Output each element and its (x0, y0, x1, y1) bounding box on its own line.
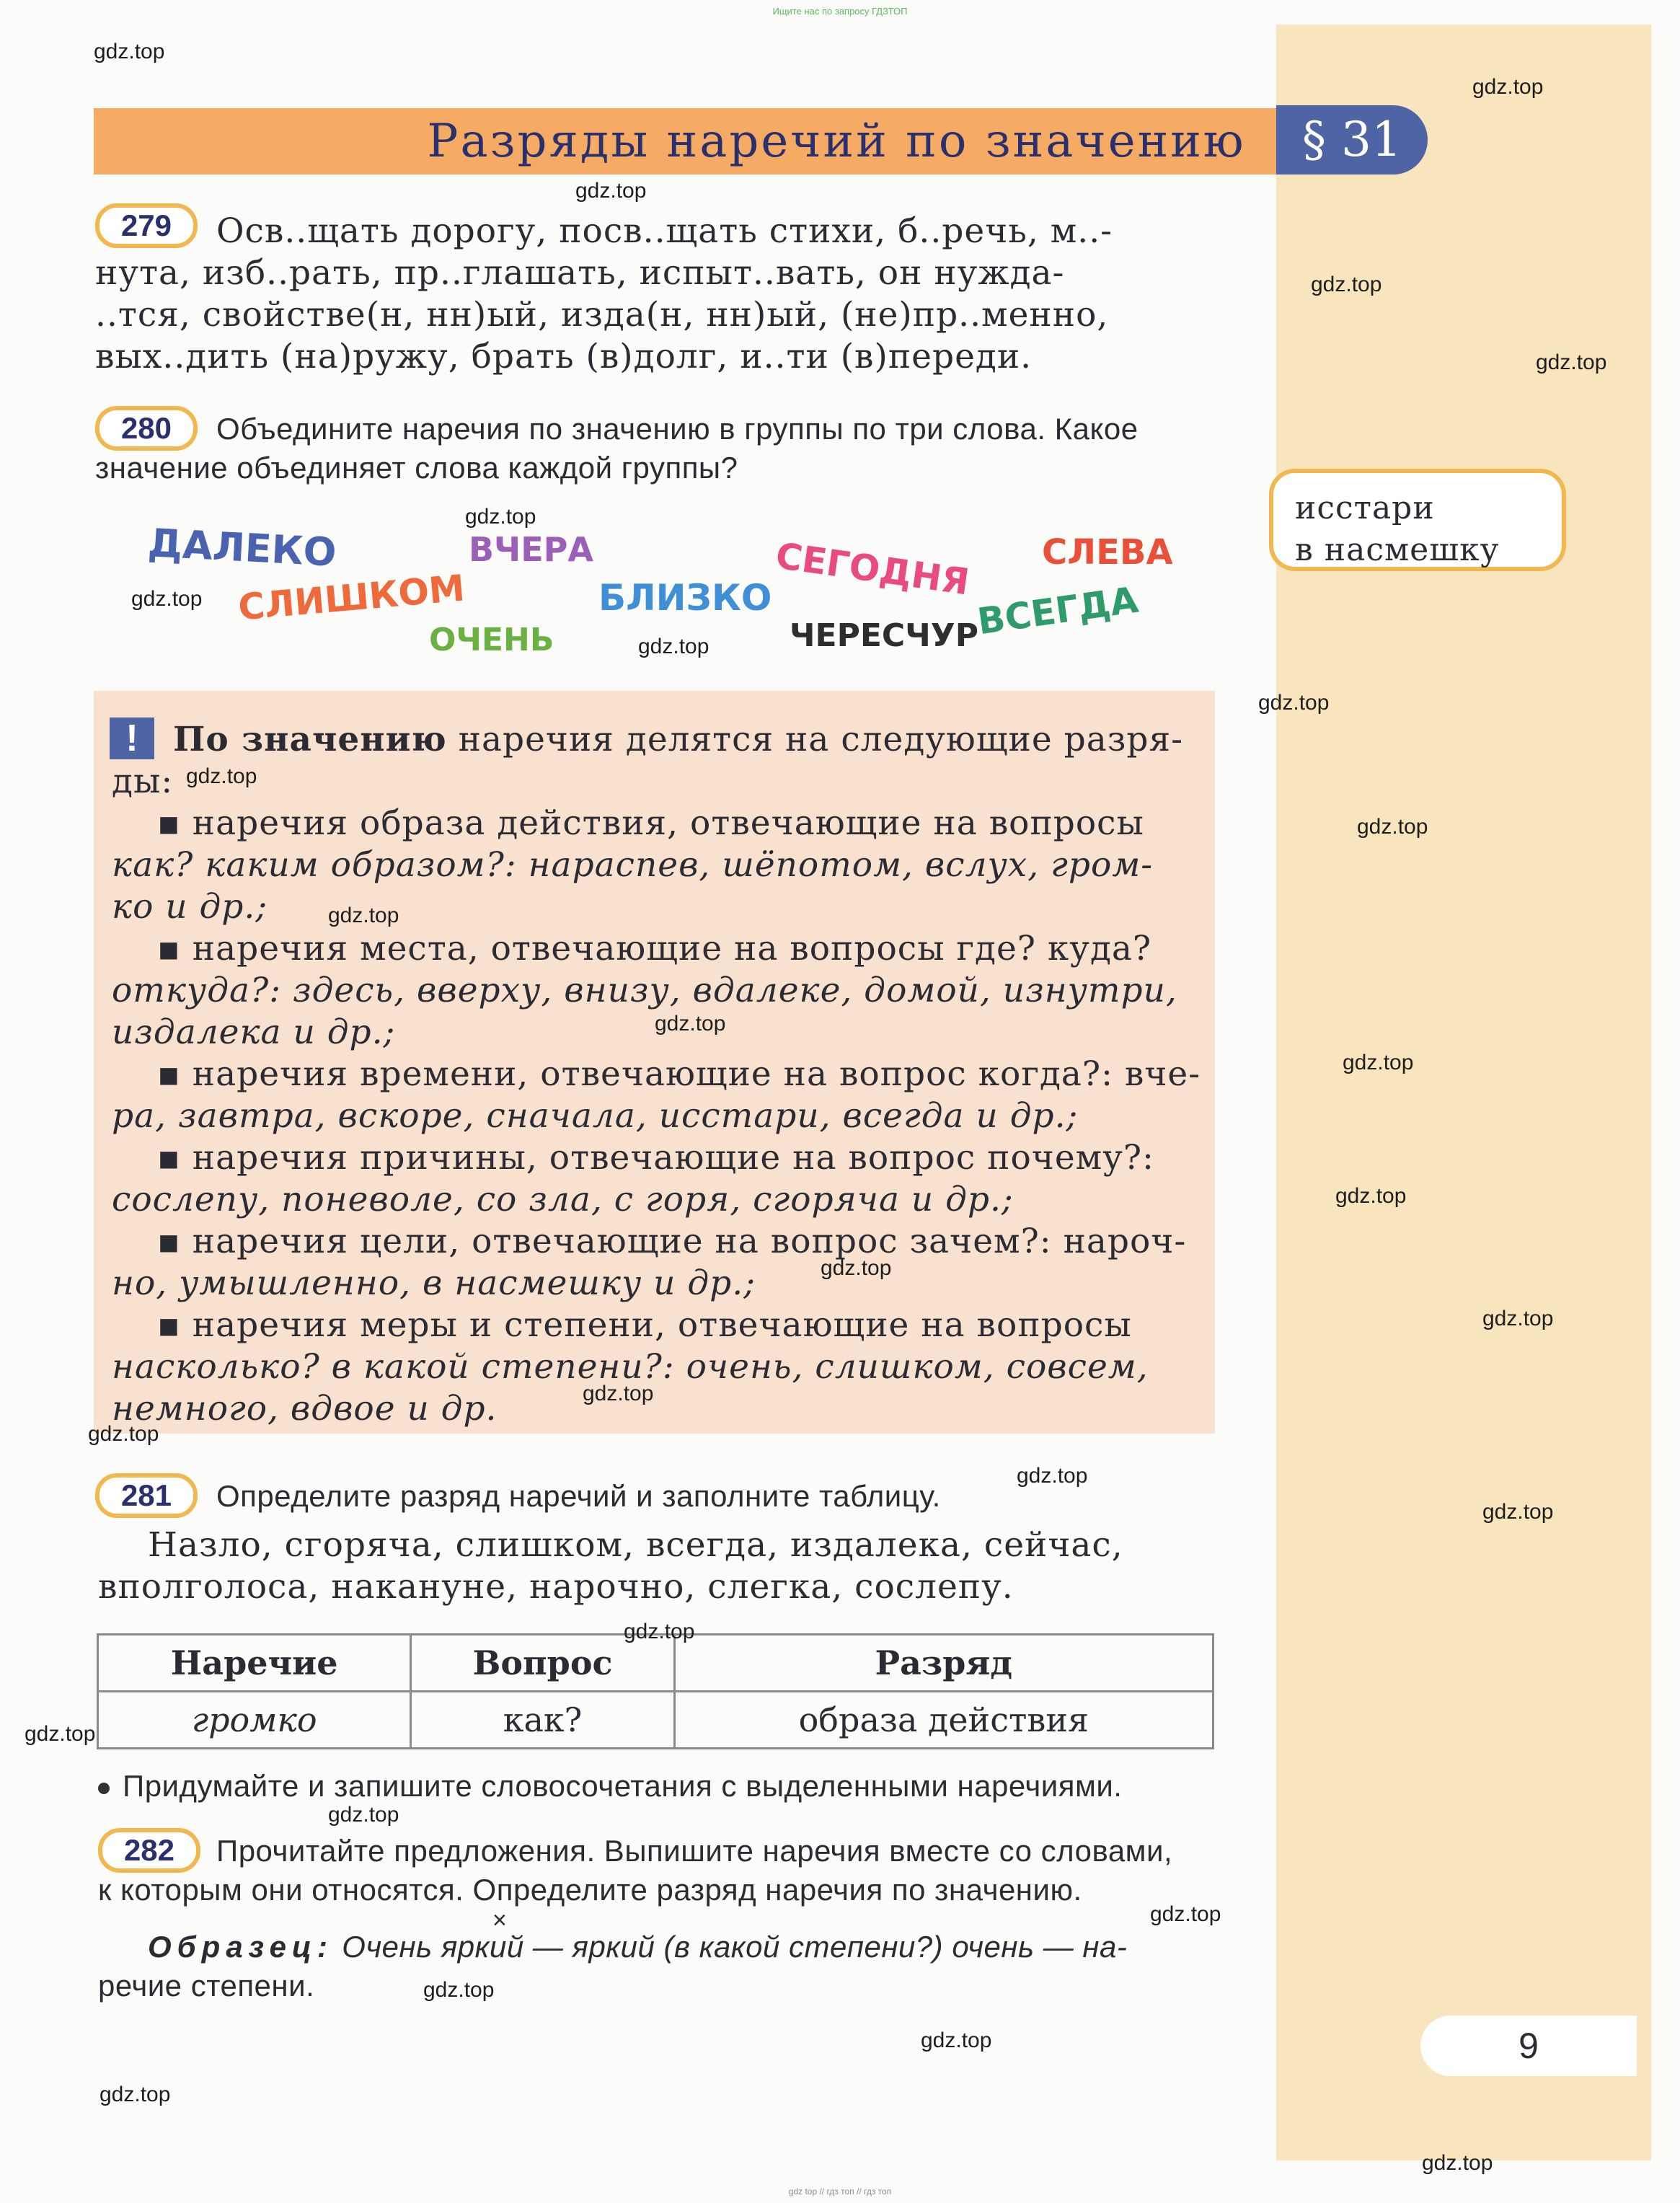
watermark: gdz.top (1017, 1464, 1088, 1488)
ex280-line-1: Объедините наречия по значению в группы по три слова. Какое (216, 412, 1139, 446)
table-header-cell: Вопрос (411, 1635, 674, 1692)
watermark: gdz.top (1258, 691, 1330, 715)
exclamation-icon: ! (110, 718, 154, 759)
rule-line-12: но, умышленно, в насмешку и др.; (112, 1263, 756, 1303)
rule-line-2: как? каким образом?: нараспев, шёпотом, вслух, гром- (112, 845, 1154, 885)
watermark: gdz.top (1482, 1307, 1554, 1330)
ex281-line-1: Назло, сгоряча, слишком, всегда, издалека, сейчас, (148, 1525, 1123, 1565)
watermark: gdz.top (328, 1803, 399, 1827)
sample-text: Очень яркий — яркий (в какой степени?) очень — на- (333, 1930, 1128, 1964)
table-header-cell: Разряд (674, 1635, 1213, 1692)
margin-note-box (1269, 469, 1566, 571)
rule-line-10: сослепу, поневоле, со зла, с горя, сгоряча и др.; (112, 1180, 1014, 1219)
ex282-line-2: к которым они относятся. Определите разряд наречия по значению. (98, 1873, 1082, 1907)
rule-line-9: ▪ наречия причины, отвечающие на вопрос почему?: (157, 1138, 1154, 1178)
page-number: 9 (1420, 2016, 1637, 2076)
watermark: gdz.top (1335, 1184, 1407, 1208)
word-daleko: ДАЛЕКО (146, 520, 338, 575)
exercise-number-280: 280 (95, 406, 198, 451)
word-segodnya: СЕГОДНЯ (773, 534, 972, 604)
table-cell: громко (98, 1692, 411, 1749)
watermark: gdz.top (1536, 350, 1607, 374)
ex279-line-3: ..тся, свойстве(н, нн)ый, изда(н, нн)ый, (не)пр..менно, (95, 295, 1109, 335)
watermark: gdz.top (921, 2028, 992, 2052)
section-badge: § 31 (1276, 105, 1428, 175)
word-blizko: БЛИЗКО (598, 577, 772, 619)
watermark: gdz.top (1150, 1902, 1221, 1926)
rule-line-8: ра, завтра, вскоре, сначала, исстари, всегда и др.; (112, 1096, 1079, 1136)
watermark: gdz.top (1422, 2151, 1493, 2175)
top-note: Ищите нас по запросу ГДЗТОП (772, 6, 908, 17)
table-cell: как? (411, 1692, 674, 1749)
ex281-bullet (98, 1767, 1223, 1806)
adverb-table (97, 1633, 1214, 1749)
watermark: gdz.top (655, 1012, 726, 1036)
ex282-line-1: Прочитайте предложения. Выпишите наречия вместе со словами, (216, 1834, 1173, 1868)
rule-line-15: немного, вдвое и др. (112, 1389, 498, 1429)
ex279-line-1: Осв..щать дорогу, посв..щать стихи, б..речь, м..- (216, 211, 1113, 251)
ex279-line-4: вых..дить (на)ружу, брать (в)долг, и..ти (в)переди. (95, 337, 1033, 376)
ex281-bullet-text: Придумайте и запишите словосочетания с выделенными наречиями. (123, 1769, 1123, 1803)
watermark: gdz.top (624, 1620, 695, 1643)
rule-line-4: ▪ наречия места, отвечающие на вопросы где? куда? (157, 929, 1152, 968)
watermark: gdz.top (423, 1978, 495, 2002)
word-sleva: СЛЕВА (1042, 532, 1173, 573)
watermark: gdz.top (1311, 273, 1382, 296)
rule-line-14: насколько? в какой степени?: очень, слишком, совсем, (112, 1347, 1149, 1387)
rule-line-6: издалека и др.; (112, 1012, 396, 1052)
watermark: gdz.top (638, 635, 709, 658)
exercise-number-281: 281 (95, 1473, 198, 1518)
rule-intro-bold: По значению (173, 720, 447, 759)
word-cherezchur: ЧЕРЕСЧУР (790, 617, 978, 654)
watermark: gdz.top (328, 904, 399, 927)
rule-line-5: откуда?: здесь, вверху, внизу, вдалеке, домой, изнутри, (112, 971, 1177, 1010)
word-vchera: ВЧЕРА (469, 530, 593, 569)
rule-line-3: ко и др.; (112, 887, 268, 927)
margin-strip (1276, 25, 1651, 2160)
note-line-2: в насмешку (1295, 531, 1500, 568)
cross-mark-icon: × (492, 1907, 507, 1934)
page-title: Разряды наречий по значению (427, 115, 1246, 168)
ex282-sample (148, 1928, 1215, 1966)
word-ochen: ОЧЕНЬ (429, 622, 554, 658)
bullet-dot-icon (98, 1783, 110, 1794)
ex282-sample-line2: речие степени. (98, 1969, 315, 2003)
watermark: gdz.top (186, 764, 257, 788)
watermark: gdz.top (575, 179, 647, 203)
word-slishkom: СЛИШКОМ (236, 567, 467, 629)
exercise-number-282: 282 (98, 1828, 200, 1873)
rule-line-11: ▪ наречия цели, отвечающие на вопрос зачем?: нароч- (157, 1222, 1187, 1261)
rule-line-7: ▪ наречия времени, отвечающие на вопрос когда?: вче- (157, 1054, 1201, 1094)
watermark: gdz.top (1482, 1500, 1554, 1524)
watermark: gdz.top (1343, 1051, 1414, 1074)
word-vsegda: ВСЕГДА (975, 578, 1141, 643)
exercise-number-279: 279 (95, 203, 198, 248)
table-cell: образа действия (674, 1692, 1213, 1749)
watermark: gdz.top (88, 1422, 159, 1446)
table-row (98, 1692, 1213, 1749)
rule-intro-line2: ды: (112, 761, 174, 801)
ex281-task: Определите разряд наречий и заполните таблицу. (216, 1479, 941, 1513)
rule-line-13: ▪ наречия меры и степени, отвечающие на вопросы (157, 1305, 1132, 1345)
sample-label: Образец: (148, 1930, 334, 1964)
watermark: gdz.top (465, 505, 536, 529)
table-header-cell: Наречие (98, 1635, 411, 1692)
watermark: gdz.top (1357, 815, 1428, 839)
watermark: gdz.top (94, 40, 165, 63)
ex281-line-2: вполголоса, накануне, нарочно, слегка, сослепу. (98, 1567, 1014, 1607)
watermark: gdz.top (1472, 75, 1544, 99)
bottom-note: gdz top // гдз топ // гдз топ (788, 2186, 892, 2197)
rule-intro (173, 719, 1204, 761)
rule-intro-rest: наречия делятся на следующие разря- (446, 720, 1183, 759)
watermark: gdz.top (100, 2083, 171, 2106)
ex280-line-2: значение объединяет слова каждой группы? (95, 451, 738, 485)
watermark: gdz.top (583, 1382, 654, 1405)
rule-line-1: ▪ наречия образа действия, отвечающие на вопросы (157, 803, 1144, 843)
watermark: gdz.top (821, 1256, 892, 1280)
ex279-line-2: нута, изб..рать, пр..глашать, испыт..вать, он нужда- (95, 253, 1065, 293)
watermark: gdz.top (131, 587, 203, 611)
note-line-1: исстари (1295, 490, 1435, 526)
watermark: gdz.top (25, 1722, 96, 1746)
